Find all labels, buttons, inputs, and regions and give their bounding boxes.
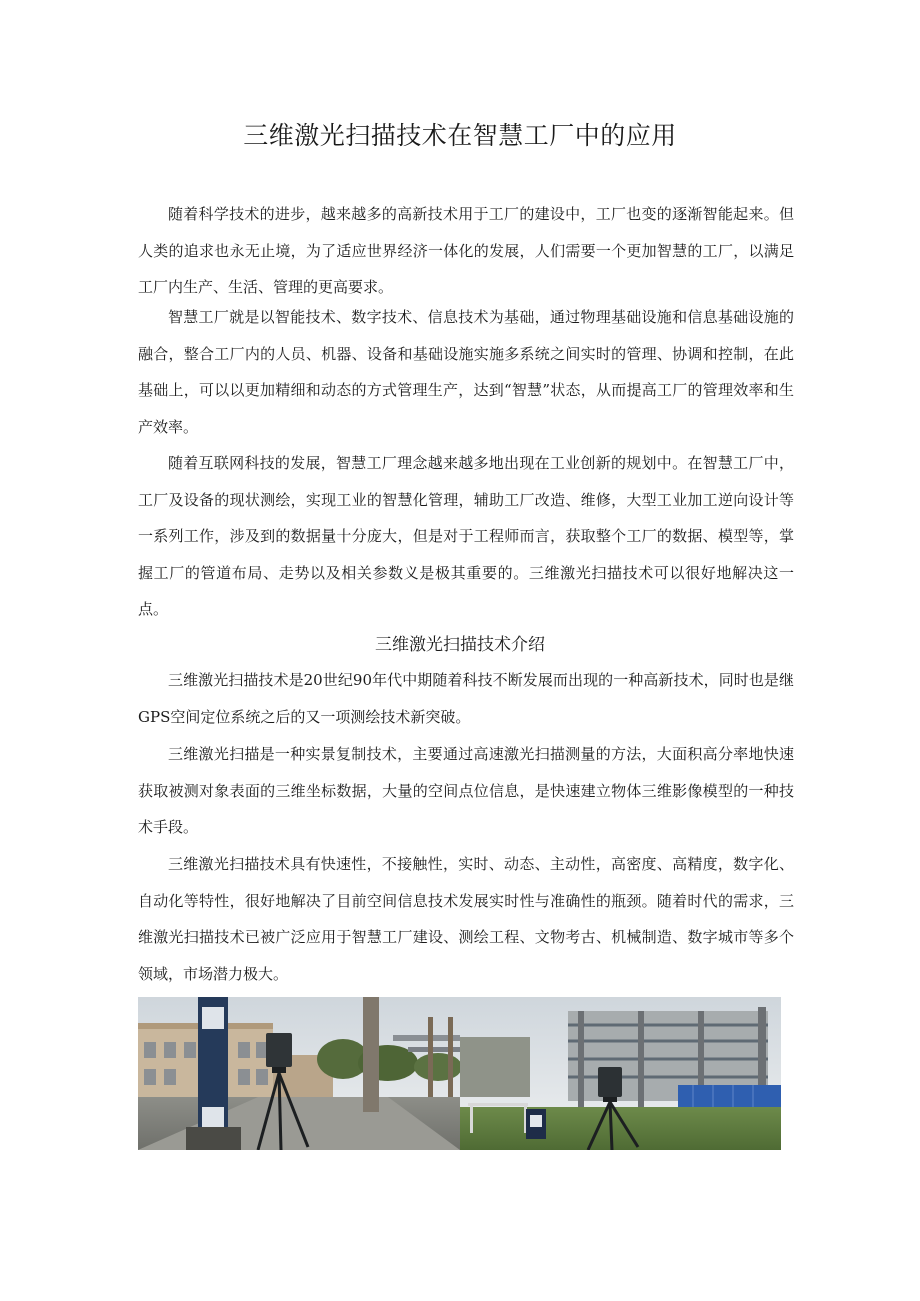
paragraph-intro: 随着科学技术的进步，越来越多的高新技术用于工厂的建设中，工厂也变的逐渐智能起来。但人类的追求也永无止境，为了适应世界经济一体化的发展，人们需要一个更加智慧的工厂，以满足工厂内生产、生活、管理的更高要求。 xyxy=(138,205,794,296)
paragraph-technology-features: 三维激光扫描技术具有快速性，不接触性，实时、动态、主动性，高密度、高精度，数字化、自动化等特性，很好地解决了目前空间信息技术发展实时性与准确性的瓶颈。随着时代的需求，三维激光扫描技术已被广泛应用于智慧工厂建设、测绘工程、文物考古、机械制造、数字城市等多个领域，市场潜力极大。 xyxy=(138,855,794,983)
paragraph-smart-factory-definition: 智慧工厂就是以智能技术、数字技术、信息技术为基础，通过物理基础设施和信息基础设施的融合，整合工厂内的人员、机器、设备和基础设施实施多系统之间实时的管理、协调和控制，在此基础上，可以以更加精细和动态的方式管理生产，达到“智慧”状态，从而提高工厂的管理效率和生产效率。 xyxy=(138,308,794,436)
paragraph-technology-method: 三维激光扫描是一种实景复制技术，主要通过高速激光扫描测量的方法，大面积高分率地快速获取被测对象表面的三维坐标数据，大量的空间点位信息，是快速建立物体三维影像模型的一种技术手段。 xyxy=(138,745,794,836)
document-title: 三维激光扫描技术在智慧工厂中的应用 xyxy=(243,121,677,150)
factory-laser-scanner-photo xyxy=(138,997,781,1150)
left-photo-panel xyxy=(138,997,462,1150)
paragraph-technology-origin: 三维激光扫描技术是20世纪90年代中期随着科技不断发展而出现的一种高新技术，同时也是继GPS空间定位系统之后的又一项测绘技术新突破。 xyxy=(138,671,794,726)
paragraph-internet-development: 随着互联网科技的发展，智慧工厂理念越来越多地出现在工业创新的规划中。在智慧工厂中，工厂及设备的现状测绘，实现工业的智慧化管理，辅助工厂改造、维修，大型工业加工逆向设计等一系列工作，涉及到的数据量十分庞大，但是对于工程师而言，获取整个工厂的数据、模型等，掌握工厂的管道布局、走势以及相关参数义是极其重要的。三维激光扫描技术可以很好地解决这一点。 xyxy=(138,454,794,618)
section-heading: 三维激光扫描技术介绍 xyxy=(375,635,545,655)
right-photo-panel xyxy=(460,997,781,1150)
